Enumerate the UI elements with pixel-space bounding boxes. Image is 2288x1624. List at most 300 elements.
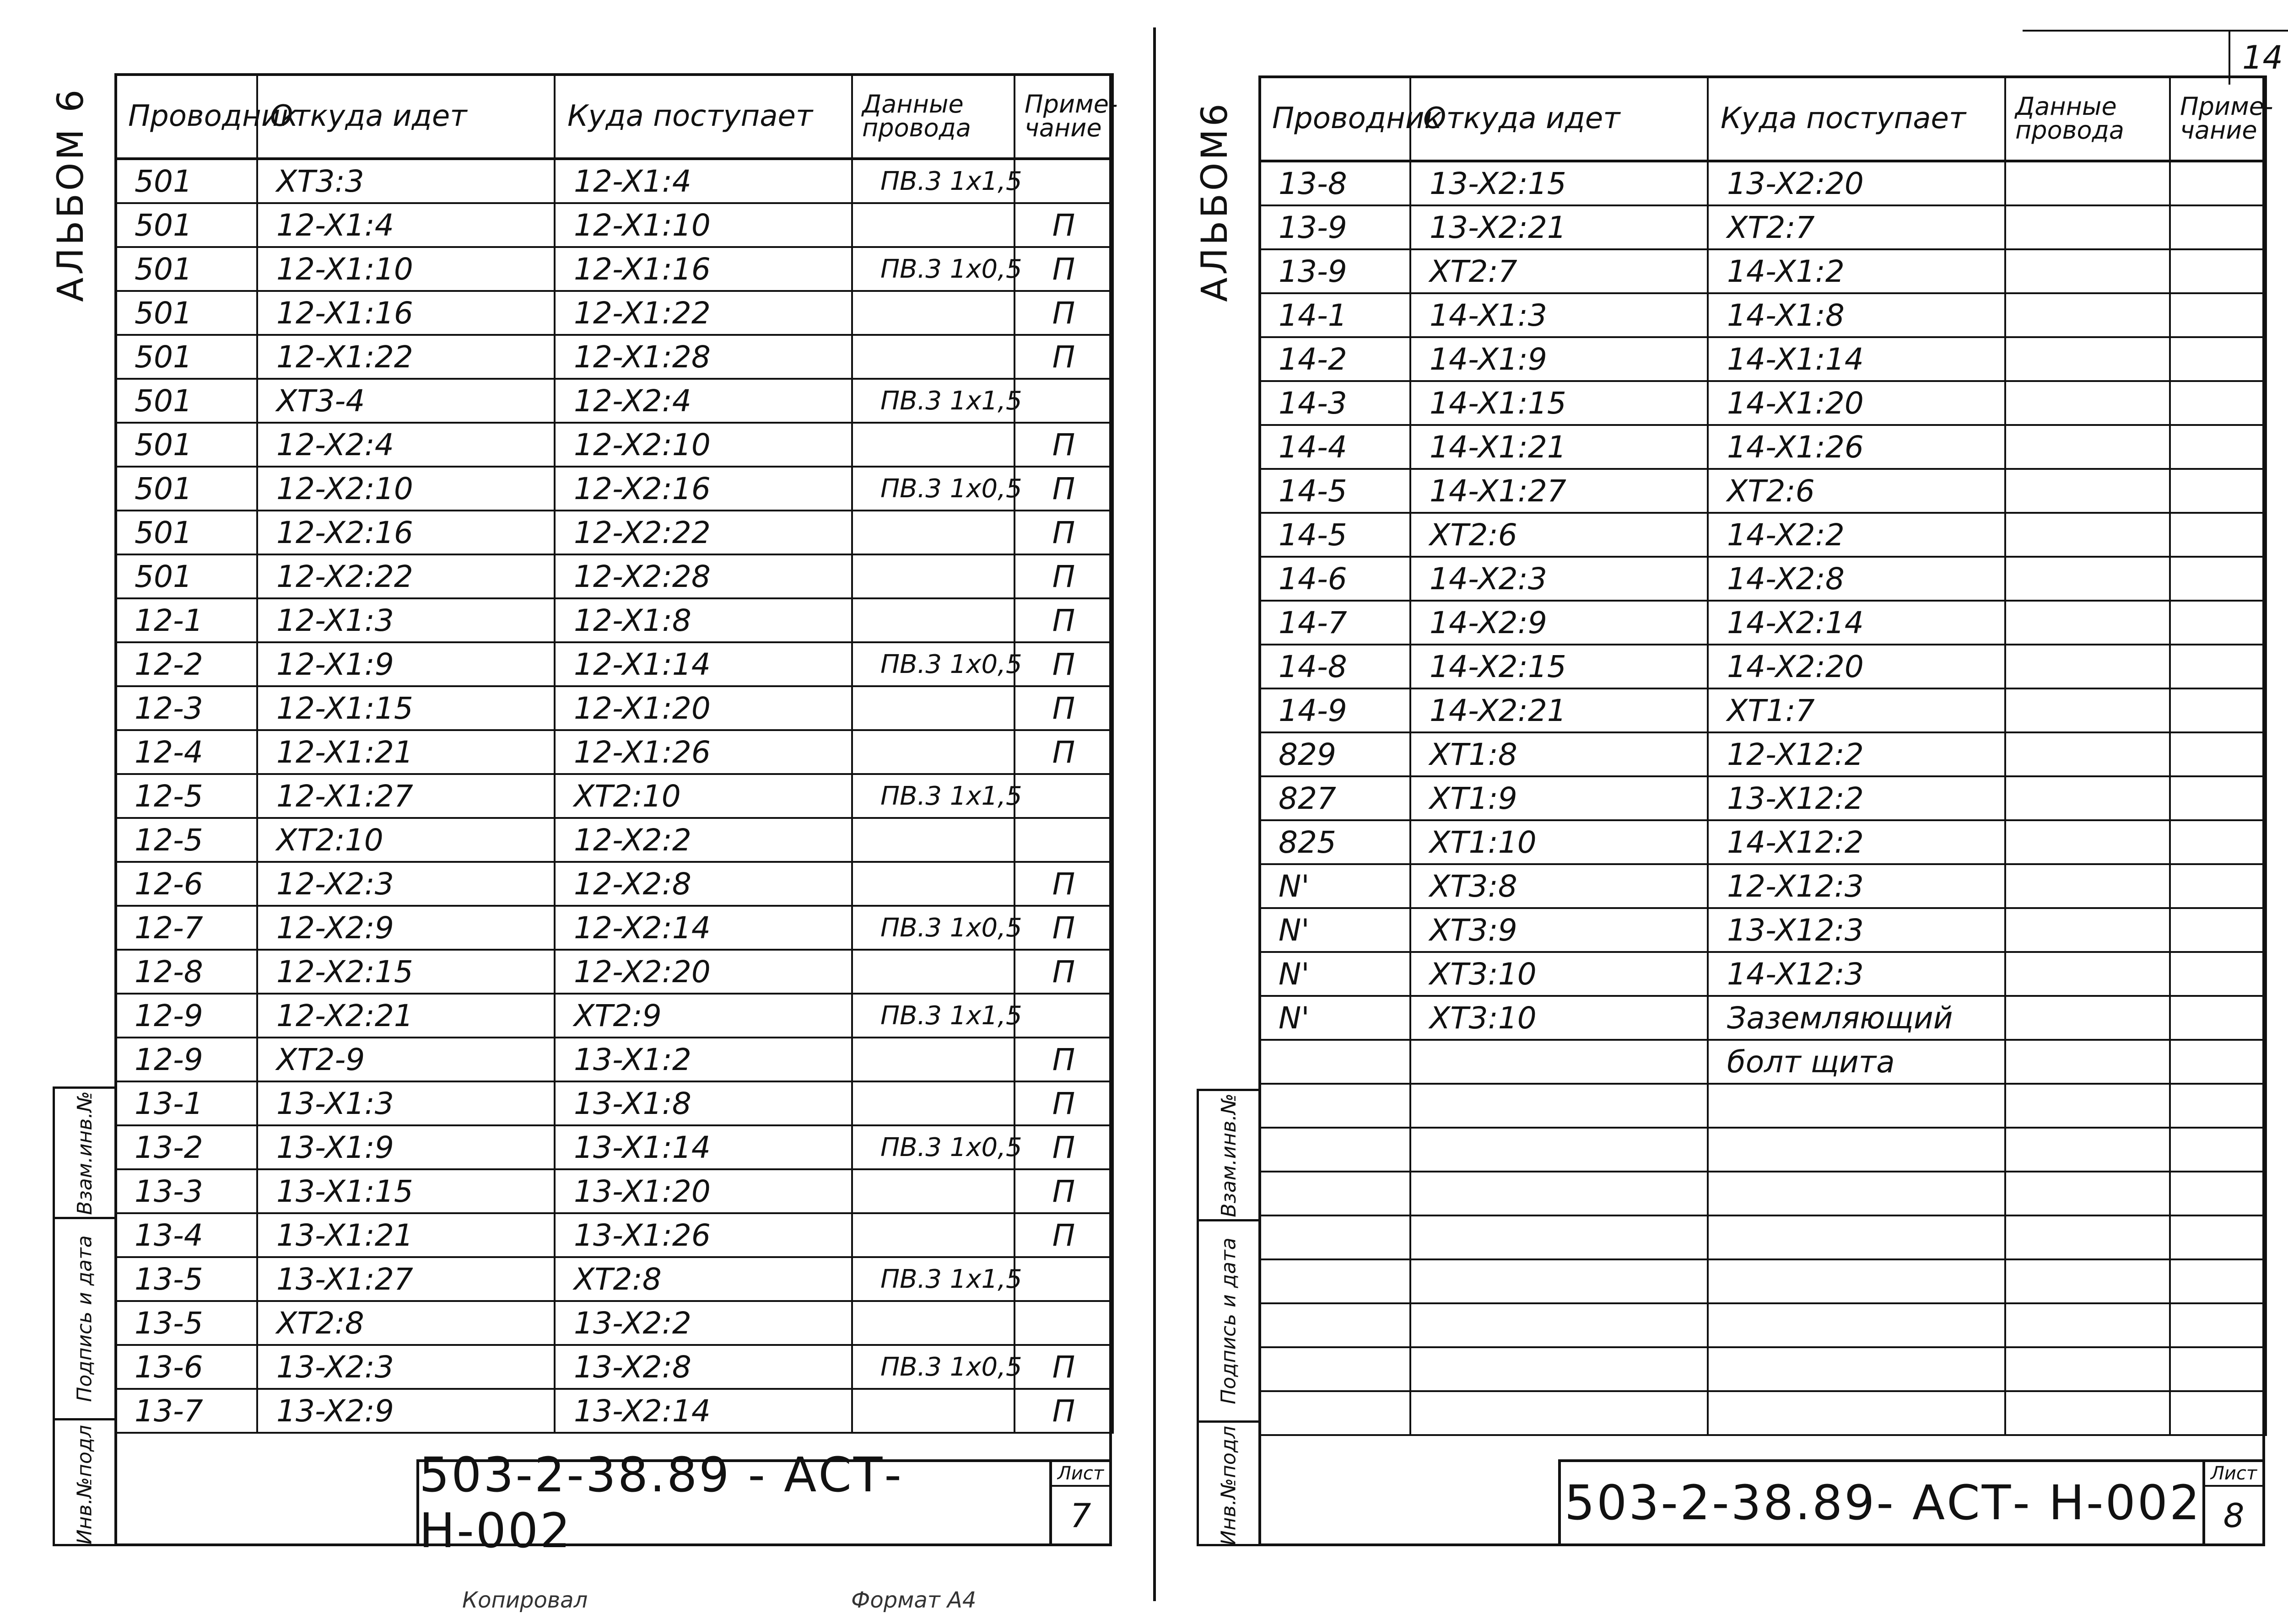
cell-to: 12-X1:26 <box>555 730 852 774</box>
cell-data <box>852 1038 1014 1081</box>
cell-wire: N' <box>1259 864 1410 908</box>
cell-to: 12-X2:4 <box>555 379 852 423</box>
cell-from: 13-X1:27 <box>257 1257 555 1301</box>
cell-wire: 12-3 <box>115 686 257 730</box>
table-row <box>115 686 1113 730</box>
cell-data <box>2005 601 2170 645</box>
table-row <box>1259 381 2266 425</box>
cell-from <box>1410 1040 1708 1084</box>
cell-to: 14-X12:3 <box>1708 952 2005 996</box>
cell-data <box>2005 469 2170 513</box>
cell-data <box>852 203 1014 247</box>
cell-wire: 13-2 <box>115 1125 257 1169</box>
cell-note: П <box>1014 1213 1113 1257</box>
cell-to: 14-X2:20 <box>1708 645 2005 688</box>
table-row <box>1259 249 2266 293</box>
cell-note <box>1014 818 1113 862</box>
cell-data <box>2005 776 2170 820</box>
table-row <box>1259 601 2266 645</box>
cell-wire: 501 <box>115 511 257 554</box>
table-row <box>1259 996 2266 1040</box>
cell-note <box>2170 293 2266 337</box>
cell-data: ПВ.3 1х0,5 <box>852 1125 1014 1169</box>
cell-note <box>2170 161 2266 205</box>
cell-wire: 501 <box>115 335 257 379</box>
cell-note <box>2170 1303 2266 1347</box>
cell-note: П <box>1014 950 1113 994</box>
title-stamp-left <box>416 1447 1112 1559</box>
wire-table-right <box>1258 75 2273 1436</box>
document-code-right: 503-2-38.89- АСТ- Н-002 <box>1564 1475 2202 1531</box>
cell-from <box>1410 1128 1708 1172</box>
cell-data <box>2005 1303 2170 1347</box>
table-row <box>1259 645 2266 688</box>
cell-wire: 14-9 <box>1259 688 1410 732</box>
cell-wire <box>1259 1347 1410 1391</box>
cell-wire: 14-3 <box>1259 381 1410 425</box>
table-row <box>115 159 1113 203</box>
cell-to: 13-X2:8 <box>555 1345 852 1389</box>
cell-from: 12-X2:15 <box>257 950 555 994</box>
cell-to: 12-X2:2 <box>555 818 852 862</box>
cell-to: 12-X1:16 <box>555 247 852 291</box>
cell-to: 13-X2:2 <box>555 1301 852 1345</box>
cell-from: 12-X2:10 <box>257 467 555 511</box>
cell-note <box>1014 1257 1113 1301</box>
cell-note <box>2170 776 2266 820</box>
cell-note: П <box>1014 291 1113 335</box>
cell-note: П <box>1014 1345 1113 1389</box>
table-row <box>115 598 1113 642</box>
table-row <box>115 1345 1113 1389</box>
cell-data <box>852 730 1014 774</box>
cell-wire: 13-1 <box>115 1081 257 1125</box>
cell-to: 14-X2:14 <box>1708 601 2005 645</box>
col-wire: Проводник <box>115 74 257 159</box>
cell-wire: 12-8 <box>115 950 257 994</box>
cell-data <box>852 686 1014 730</box>
cell-to: 12-X12:2 <box>1708 732 2005 776</box>
table-row <box>1259 820 2266 864</box>
table-row <box>1259 1391 2266 1435</box>
document-code-left: 503-2-38.89 - АСТ-Н-002 <box>419 1447 903 1559</box>
sheet-right <box>1217 75 2273 1546</box>
cell-wire: 14-4 <box>1259 425 1410 469</box>
table-row <box>115 1169 1113 1213</box>
cell-to: 12-X2:22 <box>555 511 852 554</box>
side-inv-orig: Инв.№подл <box>1199 1420 1258 1549</box>
cell-to <box>1708 1303 2005 1347</box>
cell-wire: 14-7 <box>1259 601 1410 645</box>
cell-data: ПВ.3 1х0,5 <box>852 247 1014 291</box>
side-inv-replace: Взам.инв.№ <box>73 1091 97 1215</box>
cell-data <box>2005 1084 2170 1128</box>
sheet-left <box>73 73 1118 1559</box>
cell-note: П <box>1014 1125 1113 1169</box>
cell-wire: 501 <box>115 379 257 423</box>
cell-wire: 12-4 <box>115 730 257 774</box>
cell-from: XT2:7 <box>1410 249 1708 293</box>
cell-note: П <box>1014 686 1113 730</box>
cell-data <box>2005 1259 2170 1303</box>
cell-wire: 827 <box>1259 776 1410 820</box>
title-stamp-right <box>1558 1459 2265 1546</box>
cell-data <box>2005 908 2170 952</box>
cell-note: П <box>1014 511 1113 554</box>
table-row <box>115 774 1113 818</box>
cell-to: 13-X2:14 <box>555 1389 852 1433</box>
side-inv-replace: Взам.инв.№ <box>1217 1093 1241 1217</box>
cell-from <box>1410 1084 1708 1128</box>
table-row <box>1259 1084 2266 1128</box>
cell-to <box>1708 1172 2005 1215</box>
cell-note <box>1014 774 1113 818</box>
table-row <box>1259 1215 2266 1259</box>
cell-from <box>1410 1172 1708 1215</box>
cell-data <box>2005 1128 2170 1172</box>
cell-to: 14-X1:2 <box>1708 249 2005 293</box>
cell-from <box>1410 1391 1708 1435</box>
cell-to <box>1708 1391 2005 1435</box>
table-row <box>115 554 1113 598</box>
cell-from: 12-X2:16 <box>257 511 555 554</box>
cell-wire: 13-9 <box>1259 205 1410 249</box>
cell-data <box>2005 1040 2170 1084</box>
cell-note <box>1014 1301 1113 1345</box>
col-data: Данные провода <box>2005 76 2170 161</box>
cell-data <box>2005 1215 2170 1259</box>
cell-data: ПВ.3 1х1,5 <box>852 379 1014 423</box>
side-sign-date: Подпись и дата <box>1199 1219 1258 1420</box>
table-row <box>1259 1128 2266 1172</box>
cell-from: 14-X1:3 <box>1410 293 1708 337</box>
cell-to: 12-X2:10 <box>555 423 852 467</box>
cell-from <box>1410 1347 1708 1391</box>
cell-data <box>2005 249 2170 293</box>
cell-wire: 12-5 <box>115 818 257 862</box>
table-row <box>115 730 1113 774</box>
cell-wire: 501 <box>115 291 257 335</box>
cell-data <box>2005 645 2170 688</box>
table-row <box>1259 1172 2266 1215</box>
cell-from: 13-X1:9 <box>257 1125 555 1169</box>
cell-note: П <box>1014 1169 1113 1213</box>
cell-wire: 501 <box>115 554 257 598</box>
cell-from: 12-X1:4 <box>257 203 555 247</box>
cell-to: 14-X2:8 <box>1708 557 2005 601</box>
cell-to: 13-X1:14 <box>555 1125 852 1169</box>
cell-from: 13-X2:9 <box>257 1389 555 1433</box>
wire-table-left <box>114 73 1118 1434</box>
table-row <box>1259 732 2266 776</box>
cell-from: XT1:9 <box>1410 776 1708 820</box>
cell-from: XT3:10 <box>1410 952 1708 996</box>
table-row <box>115 1081 1113 1125</box>
cell-to: 13-X1:20 <box>555 1169 852 1213</box>
table-row <box>1259 1347 2266 1391</box>
cell-from: 12-X2:9 <box>257 906 555 950</box>
cell-note <box>2170 249 2266 293</box>
table-row <box>115 994 1113 1038</box>
cell-to: 12-X1:4 <box>555 159 852 203</box>
cell-data <box>852 291 1014 335</box>
cell-to <box>1708 1215 2005 1259</box>
cell-from <box>1410 1215 1708 1259</box>
cell-note: П <box>1014 467 1113 511</box>
cell-from: XT3:8 <box>1410 864 1708 908</box>
table-row <box>1259 425 2266 469</box>
cell-to <box>1708 1259 2005 1303</box>
cell-note <box>2170 908 2266 952</box>
cell-to: 14-X12:2 <box>1708 820 2005 864</box>
cell-note <box>2170 337 2266 381</box>
cell-wire: 13-5 <box>115 1257 257 1301</box>
side-stamp-left <box>53 1086 114 1546</box>
cell-to: XT1:7 <box>1708 688 2005 732</box>
cell-wire: 13-6 <box>115 1345 257 1389</box>
cell-note: П <box>1014 423 1113 467</box>
cell-to: Заземляющий <box>1708 996 2005 1040</box>
cell-from: XT3:3 <box>257 159 555 203</box>
table-row <box>1259 776 2266 820</box>
table-row <box>115 423 1113 467</box>
album-label-left: АЛЬБОМ 6 <box>50 86 92 302</box>
cell-from: 14-X2:15 <box>1410 645 1708 688</box>
header-row <box>115 74 1113 159</box>
cell-from: 12-X1:21 <box>257 730 555 774</box>
cell-wire: 13-4 <box>115 1213 257 1257</box>
table-row <box>115 642 1113 686</box>
cell-wire: 14-8 <box>1259 645 1410 688</box>
cell-from: XT2:10 <box>257 818 555 862</box>
cell-data: ПВ.3 1х0,5 <box>852 642 1014 686</box>
cell-from: XT2:8 <box>257 1301 555 1345</box>
cell-note <box>2170 732 2266 776</box>
cell-note <box>2170 1128 2266 1172</box>
footer-format: Формат А4 <box>851 1587 977 1613</box>
cell-from: 14-X1:9 <box>1410 337 1708 381</box>
cell-data <box>2005 820 2170 864</box>
cell-from: 14-X2:9 <box>1410 601 1708 645</box>
cell-to: 12-X2:16 <box>555 467 852 511</box>
table-row <box>1259 908 2266 952</box>
cell-to: 14-X2:2 <box>1708 513 2005 557</box>
cell-from: 12-X2:21 <box>257 994 555 1038</box>
cell-to: XT2:8 <box>555 1257 852 1301</box>
col-note: Приме-чание <box>1014 74 1113 159</box>
table-row <box>115 247 1113 291</box>
cell-to: 13-X1:8 <box>555 1081 852 1125</box>
table-row <box>1259 1259 2266 1303</box>
cell-data <box>852 862 1014 906</box>
page-top-rule <box>2023 30 2288 32</box>
col-from: Откуда идет <box>257 74 555 159</box>
cell-from: 14-X2:21 <box>1410 688 1708 732</box>
cell-to: 13-X1:26 <box>555 1213 852 1257</box>
sheet-number-right: 8 <box>2223 1496 2245 1535</box>
cell-from: 12-X2:3 <box>257 862 555 906</box>
cell-to: 14-X1:8 <box>1708 293 2005 337</box>
cell-to: 12-X2:20 <box>555 950 852 994</box>
cell-wire <box>1259 1128 1410 1172</box>
table-row <box>1259 205 2266 249</box>
cell-to: 13-X1:2 <box>555 1038 852 1081</box>
cell-wire <box>1259 1259 1410 1303</box>
sheet-label-right: Лист <box>2205 1462 2262 1487</box>
cell-wire: N' <box>1259 996 1410 1040</box>
cell-wire <box>1259 1172 1410 1215</box>
cell-wire: 12-7 <box>115 906 257 950</box>
cell-wire: 14-2 <box>1259 337 1410 381</box>
cell-data <box>2005 161 2170 205</box>
cell-data <box>2005 557 2170 601</box>
cell-to: 14-X1:20 <box>1708 381 2005 425</box>
cell-from: 12-X1:10 <box>257 247 555 291</box>
cell-data <box>2005 1391 2170 1435</box>
cell-note <box>2170 1084 2266 1128</box>
cell-from: 12-X1:15 <box>257 686 555 730</box>
cell-to: 12-X1:20 <box>555 686 852 730</box>
table-row <box>115 335 1113 379</box>
sheet-number-box-right <box>2202 1462 2262 1543</box>
cell-data <box>2005 337 2170 381</box>
col-wire: Проводник <box>1259 76 1410 161</box>
cell-wire: 13-7 <box>115 1389 257 1433</box>
cell-note <box>2170 381 2266 425</box>
cell-note <box>2170 1347 2266 1391</box>
cell-data: ПВ.3 1х0,5 <box>852 1345 1014 1389</box>
cell-from: 14-X2:3 <box>1410 557 1708 601</box>
cell-data <box>852 1301 1014 1345</box>
cell-note <box>2170 1259 2266 1303</box>
cell-data <box>852 554 1014 598</box>
cell-wire: 12-2 <box>115 642 257 686</box>
table-row <box>115 1125 1113 1169</box>
cell-note: П <box>1014 247 1113 291</box>
cell-from: 14-X1:15 <box>1410 381 1708 425</box>
header-row <box>1259 76 2266 161</box>
table-row <box>1259 952 2266 996</box>
cell-data <box>852 511 1014 554</box>
cell-data <box>852 1169 1014 1213</box>
cell-note: П <box>1014 906 1113 950</box>
cell-data: ПВ.3 1х1,5 <box>852 1257 1014 1301</box>
table-row <box>115 1213 1113 1257</box>
cell-note <box>2170 601 2266 645</box>
cell-from: XT1:10 <box>1410 820 1708 864</box>
cell-from: XT3:10 <box>1410 996 1708 1040</box>
cell-to: болт щита <box>1708 1040 2005 1084</box>
cell-data: ПВ.3 1х0,5 <box>852 467 1014 511</box>
cell-to <box>1708 1084 2005 1128</box>
table-row <box>1259 688 2266 732</box>
col-to: Куда поступает <box>555 74 852 159</box>
cell-from: 12-X1:16 <box>257 291 555 335</box>
cell-to: 12-X1:10 <box>555 203 852 247</box>
cell-to: 12-X1:28 <box>555 335 852 379</box>
cell-data: ПВ.3 1х1,5 <box>852 159 1014 203</box>
cell-wire: 501 <box>115 247 257 291</box>
table-row <box>1259 161 2266 205</box>
cell-note <box>2170 688 2266 732</box>
cell-to: 12-X12:3 <box>1708 864 2005 908</box>
table-row <box>1259 557 2266 601</box>
cell-note <box>2170 513 2266 557</box>
cell-from: 14-X1:21 <box>1410 425 1708 469</box>
cell-from: XT1:8 <box>1410 732 1708 776</box>
sheet-number-left: 7 <box>1070 1496 1091 1535</box>
cell-to <box>1708 1347 2005 1391</box>
table-row <box>1259 513 2266 557</box>
table-row <box>115 291 1113 335</box>
cell-wire: N' <box>1259 908 1410 952</box>
cell-wire: 501 <box>115 467 257 511</box>
cell-note: П <box>1014 203 1113 247</box>
cell-data <box>852 818 1014 862</box>
cell-wire: 13-3 <box>115 1169 257 1213</box>
cell-note: П <box>1014 335 1113 379</box>
cell-data <box>2005 425 2170 469</box>
center-divider <box>1153 27 1156 1601</box>
cell-from: 12-X1:3 <box>257 598 555 642</box>
cell-note <box>2170 1215 2266 1259</box>
cell-wire <box>1259 1215 1410 1259</box>
cell-data <box>2005 205 2170 249</box>
cell-wire: 12-6 <box>115 862 257 906</box>
cell-note: П <box>1014 862 1113 906</box>
sheet-number-box-left <box>1049 1462 1109 1543</box>
table-row <box>1259 864 2266 908</box>
table-row <box>115 818 1113 862</box>
cell-data <box>2005 996 2170 1040</box>
cell-data <box>2005 381 2170 425</box>
cell-note <box>2170 425 2266 469</box>
cell-data <box>2005 864 2170 908</box>
cell-note: П <box>1014 642 1113 686</box>
col-from: Откуда идет <box>1410 76 1708 161</box>
cell-from: 13-X2:3 <box>257 1345 555 1389</box>
cell-from: 12-X1:22 <box>257 335 555 379</box>
cell-from <box>1410 1303 1708 1347</box>
side-sign-date: Подпись и дата <box>55 1217 114 1418</box>
cell-from: 14-X1:27 <box>1410 469 1708 513</box>
cell-note: П <box>1014 1081 1113 1125</box>
cell-from: 13-X1:15 <box>257 1169 555 1213</box>
table-row <box>115 379 1113 423</box>
cell-wire <box>1259 1084 1410 1128</box>
cell-note <box>1014 379 1113 423</box>
cell-note <box>2170 1040 2266 1084</box>
cell-to: XT2:6 <box>1708 469 2005 513</box>
cell-from: 12-X2:4 <box>257 423 555 467</box>
table-row <box>1259 1040 2266 1084</box>
cell-data <box>852 1213 1014 1257</box>
col-to: Куда поступает <box>1708 76 2005 161</box>
cell-wire: 12-9 <box>115 994 257 1038</box>
cell-data <box>852 1389 1014 1433</box>
side-inv-orig: Инв.№подл <box>55 1418 114 1549</box>
cell-from: 13-X1:21 <box>257 1213 555 1257</box>
cell-data <box>2005 513 2170 557</box>
cell-wire: 12-5 <box>115 774 257 818</box>
table-row <box>115 203 1113 247</box>
table-row <box>1259 1303 2266 1347</box>
cell-wire <box>1259 1391 1410 1435</box>
page-number: 14 <box>2242 39 2283 76</box>
cell-wire: 14-6 <box>1259 557 1410 601</box>
cell-wire: 501 <box>115 203 257 247</box>
cell-data: ПВ.3 1х1,5 <box>852 774 1014 818</box>
